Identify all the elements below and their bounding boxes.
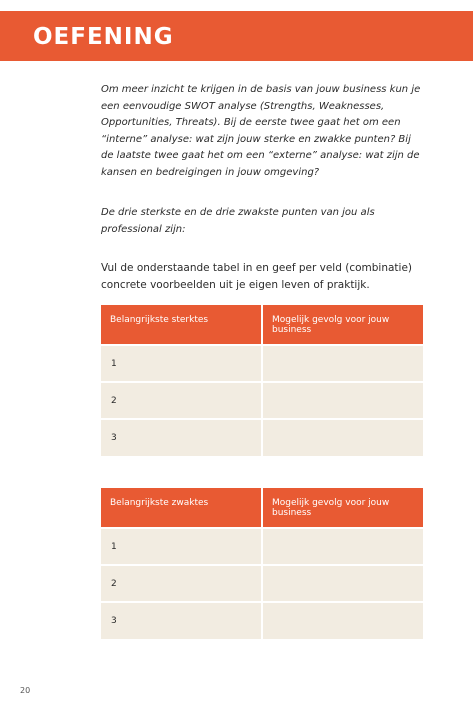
consequence-header: Mogelijk gevolg voor jouw business: [262, 305, 423, 345]
table-row: [101, 382, 423, 419]
table-row: [101, 345, 423, 382]
instruction-paragraph: Vul de onderstaande tabel in en geef per veld (combinatie) concrete voorbeelden uit je eigen leven of praktijk.: [101, 262, 413, 291]
table-row: [101, 528, 423, 565]
consequence-cell[interactable]: [262, 419, 423, 456]
title-banner: [0, 11, 473, 61]
page-title: OEFENING: [33, 24, 174, 50]
consequence-header: Mogelijk gevolg voor jouw business: [262, 488, 423, 528]
row-number: 3: [101, 419, 262, 456]
row-number: 3: [101, 602, 262, 639]
table-row: [101, 565, 423, 602]
consequence-cell[interactable]: [262, 382, 423, 419]
consequence-cell[interactable]: [262, 528, 423, 565]
row-number: 2: [101, 382, 262, 419]
strengths-table: [101, 305, 423, 456]
consequence-cell[interactable]: [262, 345, 423, 382]
weaknesses-table: [101, 488, 423, 639]
strengths-header: Belangrijkste sterktes: [101, 305, 262, 345]
consequence-cell[interactable]: [262, 602, 423, 639]
table-header-row: [101, 488, 423, 528]
row-number: 1: [101, 345, 262, 382]
intro-paragraph: Om meer inzicht te krijgen in de basis van jouw business kun je een eenvoudige SWOT analyse (Strengths, Weaknesses, Opportunities, Threats). Bij de eerste twee gaat het om een “interne” analyse: wat zijn jouw sterke en zwakke punten? Bij de laatste twee gaat het om een “externe” analyse: wat zijn de kansen en bedreigingen in jouw omgeving?: [101, 84, 421, 178]
points-prompt: De drie sterkste en de drie zwakste punten van jou als professional zijn:: [101, 207, 375, 235]
table-row: [101, 602, 423, 639]
table-header-row: [101, 305, 423, 345]
table-row: [101, 419, 423, 456]
page-number: 20: [20, 686, 31, 695]
weaknesses-header: Belangrijkste zwaktes: [101, 488, 262, 528]
row-number: 2: [101, 565, 262, 602]
consequence-cell[interactable]: [262, 565, 423, 602]
row-number: 1: [101, 528, 262, 565]
